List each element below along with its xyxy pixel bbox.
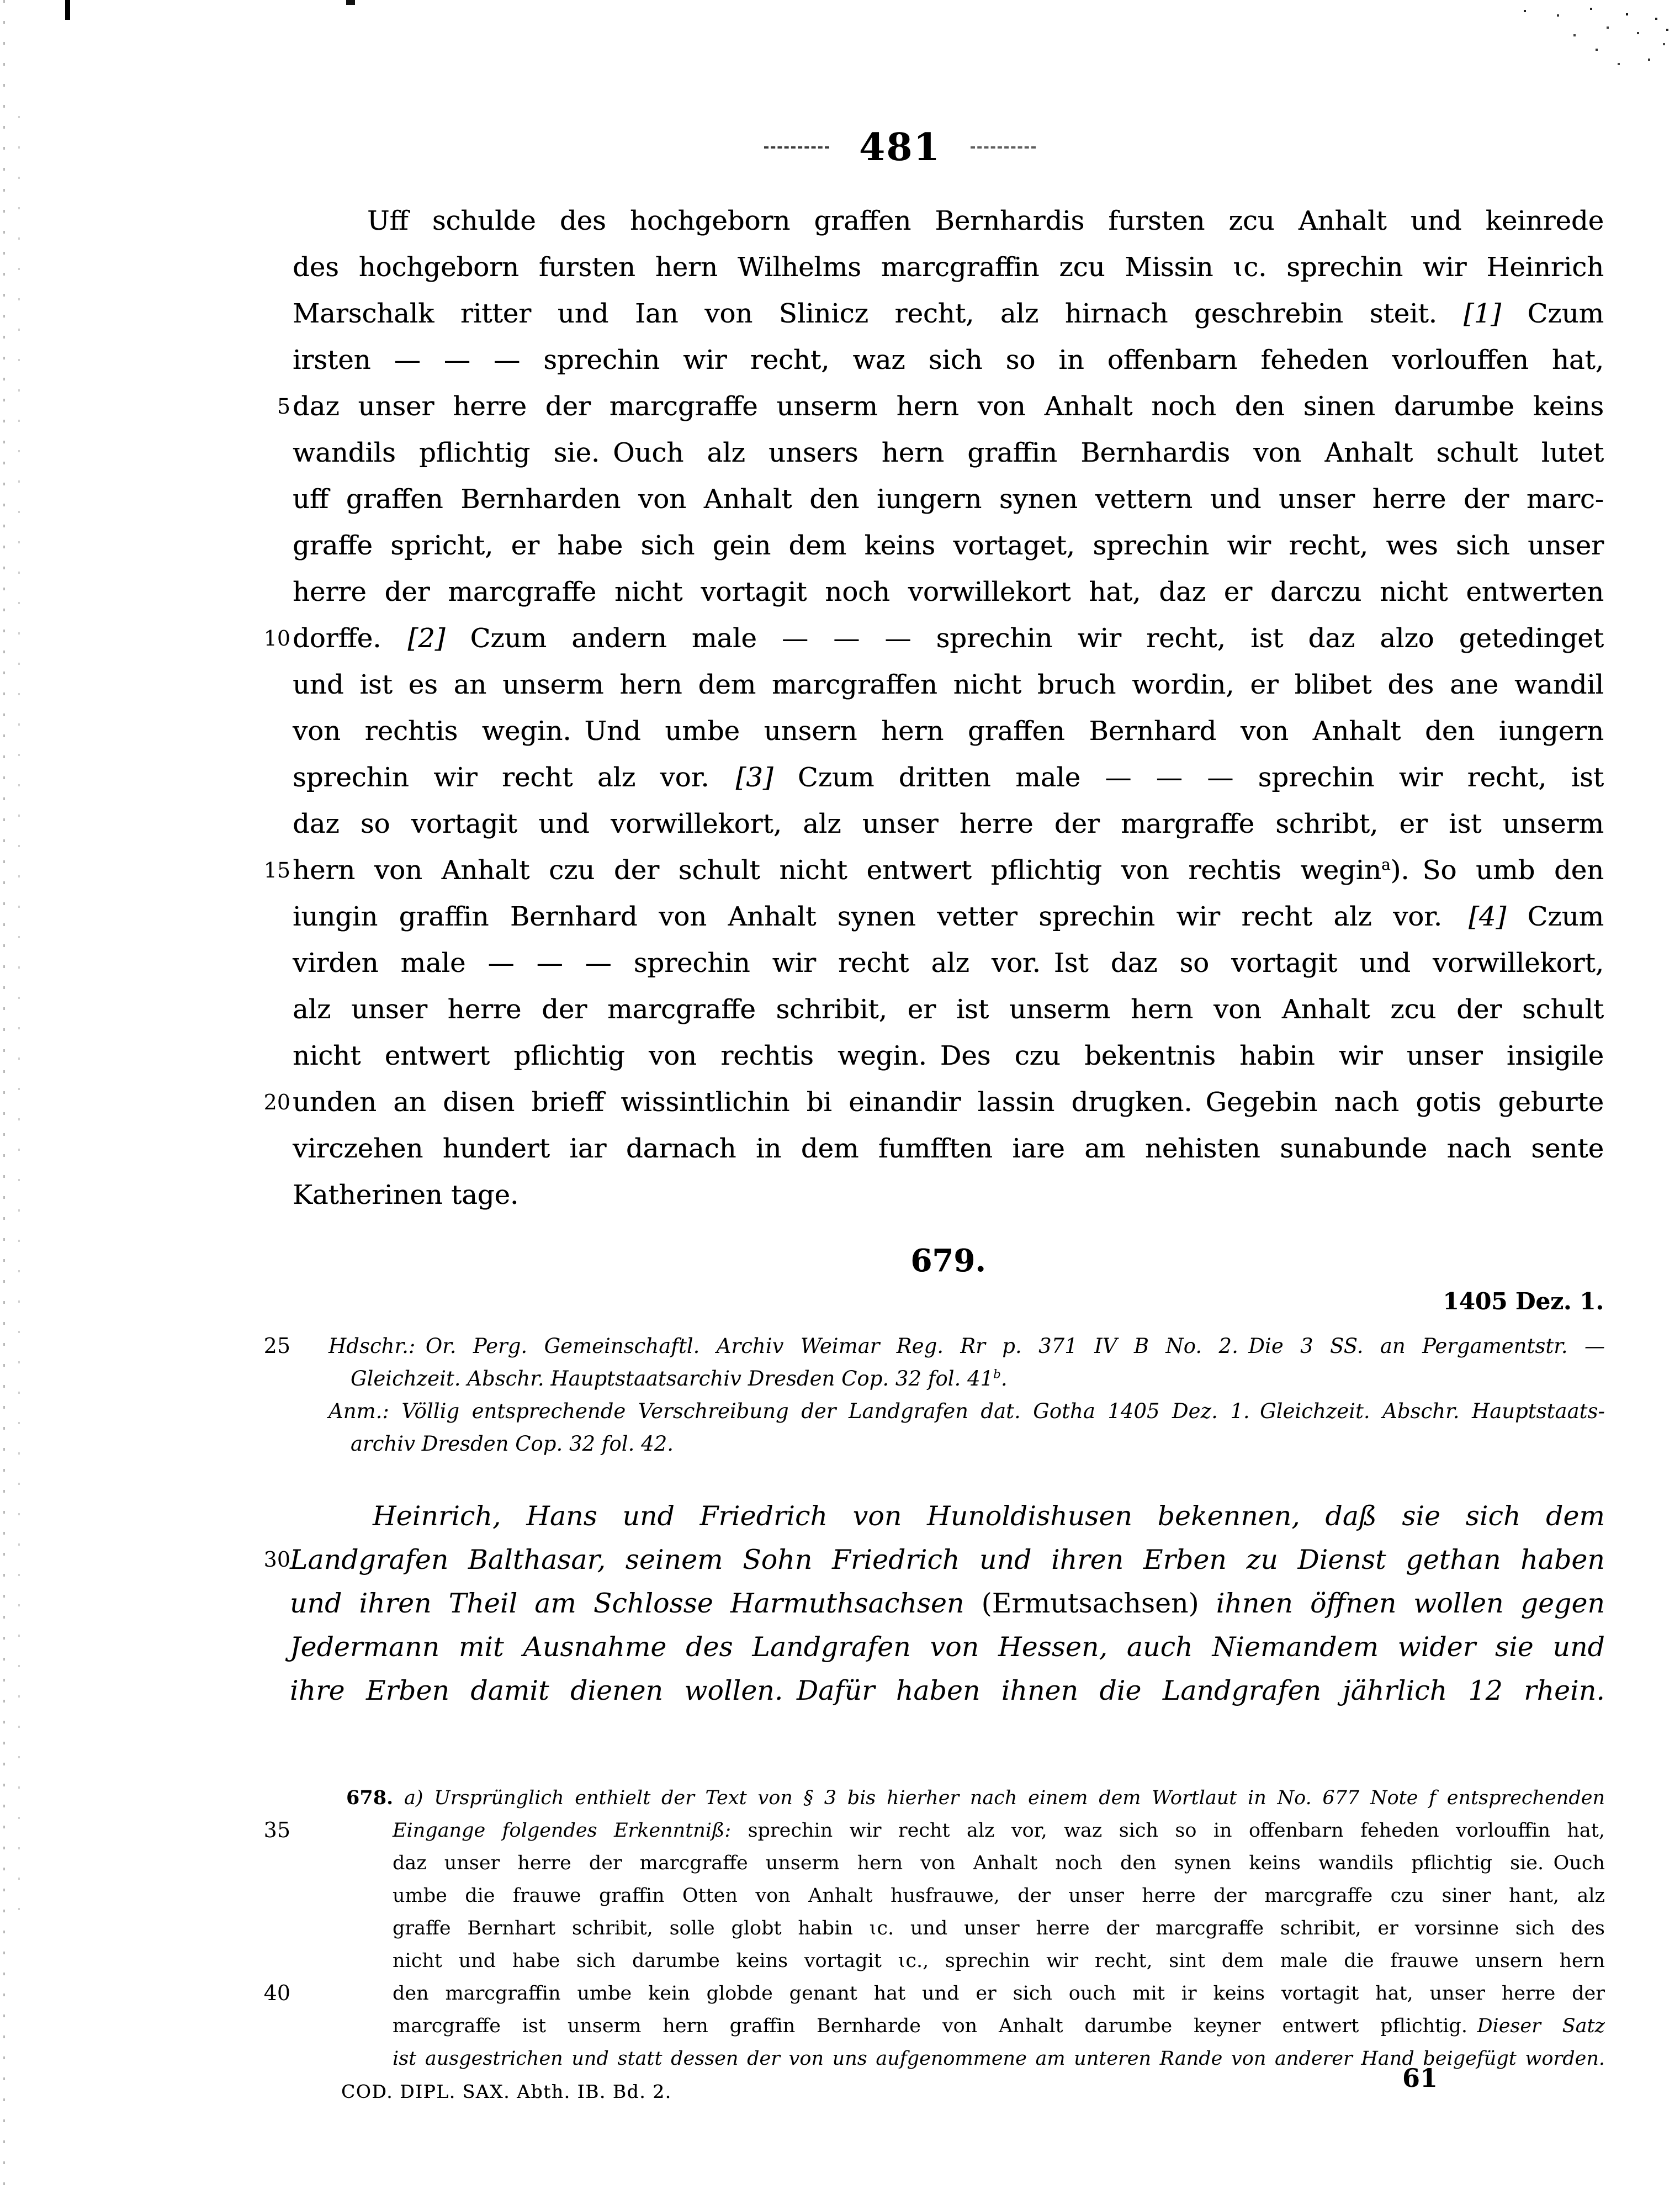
text-line — [290, 1538, 1605, 1582]
text-segment: von rechtis wegin. Und umbe unsern hern graffen Bernhard von Anhalt den iungern — [293, 716, 1604, 747]
text-line — [293, 1125, 1604, 1172]
text-segment: umbe die frauwe graffin Otten von Anhalt husfrauwe, der unser herre der marcgraffe czu siner hant, alz — [393, 1885, 1605, 1907]
text-segment: Eingange folgendes Erkenntniß: — [393, 1820, 732, 1842]
text-line — [346, 1977, 1605, 2010]
text-segment: a) Ursprünglich enthielt der Text von § 3 bis hierher nach einem dem Wortlaut in No. 677 Note f entsprechenden — [393, 1787, 1605, 1809]
text-segment: [3] — [735, 762, 773, 793]
text-segment: Gleichzeit. Abschr. Hauptstaatsarchiv Dresden Cop. 32 fol. 41 — [351, 1367, 994, 1390]
text-line — [293, 708, 1604, 754]
text-line — [293, 1172, 1604, 1218]
text-segment: herre der marcgraffe nicht vortagit noch vorwillekort hat, daz er darczu nicht entwerten — [293, 577, 1604, 607]
text-segment: irsten — — — sprechin wir recht, waz sich so in offenbarn feheden vorlouffen hat, — [293, 345, 1604, 376]
text-line — [293, 244, 1604, 290]
text-segment: des hochgeborn fursten hern Wilhelms marcgraffin zcu Missin ɩc. sprechin wir Heinrich — [293, 252, 1604, 283]
text-segment: virczehen hundert iar darnach in dem fumfften iare am nehisten sunabunde nach sente — [293, 1133, 1604, 1164]
text-segment: Marschalk ritter und Ian von Slinicz recht, alz hirnach geschrebin steit. — [293, 298, 1464, 329]
text-line — [293, 986, 1604, 1033]
text-segment: [2] — [407, 623, 446, 654]
entry-679-date: 1405 Dez. 1. — [1443, 1288, 1604, 1315]
margin-line-number: 20 — [263, 1090, 290, 1114]
text-segment: Hdschr.: Or. Perg. Gemeinschaftl. Archiv Weimar Reg. Rr p. 371 IV B No. 2. Die 3 SS. an Pergamentstr. — — [328, 1334, 1605, 1358]
scan-artifact-top-mark — [346, 0, 355, 5]
text-segment: marcgraffe ist unserm hern graffin Bernharde von Anhalt darumbe keyner entwert pflichtig. — [393, 2015, 1477, 2037]
scan-artifact-left-dotted-line-2 — [18, 116, 20, 1938]
text-segment: sprechin wir recht alz vor, waz sich so in offenbarn feheden vorlouffin hat, — [731, 1820, 1605, 1842]
text-segment: graffe Bernhart schribit, solle globt habin ɩc. und unser herre der marcgraffe schribit, er vorsinne sich des — [393, 1917, 1605, 1939]
text-segment: Dieser Satz — [1477, 2015, 1605, 2037]
text-line — [346, 2010, 1605, 2043]
series-footer: COD. DIPL. SAX. Abth. IB. Bd. 2. — [341, 2081, 672, 2102]
text-line — [328, 1330, 1605, 1362]
text-line — [346, 1781, 1605, 1815]
text-segment: a — [1381, 855, 1391, 874]
text-line — [293, 847, 1604, 893]
margin-line-number: 25 — [263, 1334, 290, 1358]
text-line — [293, 662, 1604, 708]
text-segment: Czum andern male — — — sprechin wir recht, ist daz alzo getedinget — [445, 623, 1604, 654]
text-line — [293, 569, 1604, 615]
text-segment: [4] — [1469, 901, 1507, 932]
dash-rule-icon — [764, 146, 829, 149]
text-segment: unden an disen brieff wissintlichin bi einandir lassin drugken. Gegebin nach gotis geburte — [293, 1087, 1604, 1118]
margin-line-number: 30 — [263, 1547, 290, 1572]
text-segment: archiv Dresden Cop. 32 fol. 42. — [351, 1432, 674, 1456]
text-segment: Czum — [1501, 298, 1604, 329]
page-number: 481 — [859, 125, 941, 170]
text-line — [293, 615, 1604, 662]
text-line — [346, 1815, 1605, 1847]
text-segment: 678. — [346, 1786, 394, 1809]
sheet-signature: 61 — [1402, 2063, 1438, 2093]
text-line — [293, 522, 1604, 569]
scan-artifact-top-right-speckles — [1524, 10, 1526, 12]
margin-line-number: 40 — [263, 1981, 290, 2005]
text-segment: wandils pflichtig sie. Ouch alz unsers hern graffin Bernhardis von Anhalt schult lutet — [293, 437, 1604, 468]
text-line — [328, 1427, 1605, 1460]
entry-679-number: 679. — [910, 1242, 986, 1279]
text-segment: ist ausgestrichen und statt dessen der von uns aufgenommene am unteren Rande von anderer Hand beigefügt worden. — [393, 2048, 1605, 2070]
text-line — [293, 1033, 1604, 1079]
text-line — [346, 1847, 1605, 1880]
text-line — [346, 1945, 1605, 1977]
text-segment: den marcgraffin umbe kein globde genant hat und er sich ouch mit ir keins vortagit hat, unser herre der — [393, 1982, 1605, 2005]
text-segment: Uff schulde des hochgeborn graffen Bernhardis fursten zcu Anhalt und keinrede — [367, 205, 1604, 236]
text-line — [293, 198, 1604, 244]
scan-artifact-top-left-mark — [65, 0, 70, 20]
text-segment: Jedermann mit Ausnahme des Landgrafen von Hessen, auch Niemandem wider sie und — [290, 1631, 1605, 1663]
entry-679-source-note — [328, 1330, 1605, 1460]
text-line — [293, 290, 1604, 337]
text-segment: Anm.: Völlig entsprechende Verschreibung der Landgrafen dat. Gotha 1405 Dez. 1. Gleichzeit. Abschr. Hauptstaats- — [328, 1399, 1605, 1423]
margin-line-number: 35 — [263, 1818, 290, 1842]
text-line — [293, 337, 1604, 383]
text-segment: Heinrich, Hans und Friedrich von Hunoldishusen bekennen, daß sie sich dem — [373, 1500, 1605, 1532]
text-segment: (Ermutsachsen) — [981, 1588, 1199, 1619]
margin-line-number: 10 — [263, 626, 290, 651]
text-line — [290, 1494, 1605, 1538]
text-segment: ihre Erben damit dienen wollen. Dafür haben ihnen die Landgrafen jährlich 12 rhein. — [290, 1675, 1605, 1706]
text-segment: und ist es an unserm hern dem marcgraffen nicht bruch wordin, er blibet des ane wandil — [293, 669, 1604, 700]
text-line — [293, 754, 1604, 801]
text-segment: daz so vortagit und vorwillekort, alz unser herre der margraffe schribt, er ist unserm — [293, 808, 1604, 839]
text-segment: dorffe. — [293, 623, 408, 654]
text-line — [290, 1625, 1605, 1669]
text-segment: virden male — — — sprechin wir recht alz vor. Ist daz so vortagit und vorwillekort, — [293, 948, 1604, 979]
text-segment: uff graffen Bernharden von Anhalt den iungern synen vettern und unser herre der marc- — [293, 484, 1604, 515]
margin-line-number: 5 — [277, 394, 290, 419]
text-segment: daz unser herre der marcgraffe unserm hern von Anhalt noch den synen keins wandils pflichtig sie. Ouch — [393, 1852, 1605, 1874]
text-segment: ). So umb den — [1390, 855, 1604, 886]
text-line — [293, 383, 1604, 430]
text-line — [328, 1362, 1605, 1395]
entry-678-body-text — [293, 198, 1604, 1218]
text-segment: [1] — [1463, 298, 1501, 329]
text-segment: nicht und habe sich darumbe keins vortagit ɩc., sprechin wir recht, sint dem male die frauwe unsern hern — [393, 1950, 1605, 1972]
scan-artifact-left-dotted-line — [3, 0, 5, 2189]
text-line — [293, 1079, 1604, 1125]
page-header — [740, 123, 1060, 172]
text-line — [293, 801, 1604, 847]
text-line — [293, 476, 1604, 522]
text-segment: hern von Anhalt czu der schult nicht entwert pflichtig von rechtis wegin — [293, 855, 1381, 886]
text-line — [346, 1912, 1605, 1945]
text-segment: iungin graffin Bernhard von Anhalt synen vetter sprechin wir recht alz vor. — [293, 901, 1469, 932]
text-line — [293, 893, 1604, 940]
text-line — [293, 430, 1604, 476]
margin-line-number: 15 — [263, 858, 290, 882]
text-segment: daz unser herre der marcgraffe unserm hern von Anhalt noch den sinen darumbe keins — [293, 391, 1604, 422]
text-segment: graffe spricht, er habe sich gein dem keins vortaget, sprechin wir recht, wes sich unser — [293, 530, 1604, 561]
text-segment: Czum dritten male — — — sprechin wir recht, ist — [773, 762, 1604, 793]
text-line — [293, 940, 1604, 986]
text-segment: Katherinen tage. — [293, 1180, 519, 1210]
text-segment: b — [993, 1367, 1001, 1382]
entry-679-summary — [290, 1494, 1605, 1712]
dash-rule-icon — [971, 146, 1036, 149]
text-line — [290, 1669, 1605, 1712]
entry-678-footnote — [346, 1781, 1605, 2075]
text-segment: Czum — [1506, 901, 1604, 932]
text-segment: und ihren Theil am Schlosse Harmuthsachsen — [290, 1588, 982, 1619]
text-line — [328, 1395, 1605, 1427]
text-segment: sprechin wir recht alz vor. — [293, 762, 736, 793]
text-line — [290, 1582, 1605, 1625]
text-line — [346, 1880, 1605, 1912]
text-segment: Landgrafen Balthasar, seinem Sohn Friedrich und ihren Erben zu Dienst gethan haben — [290, 1544, 1605, 1575]
text-segment: alz unser herre der marcgraffe schribit, er ist unserm hern von Anhalt zcu der schult — [293, 994, 1604, 1025]
text-segment: ihnen öffnen wollen gegen — [1199, 1588, 1605, 1619]
text-segment: . — [1000, 1367, 1008, 1390]
text-segment: nicht entwert pflichtig von rechtis wegin. Des czu bekentnis habin wir unser insigile — [293, 1040, 1604, 1071]
